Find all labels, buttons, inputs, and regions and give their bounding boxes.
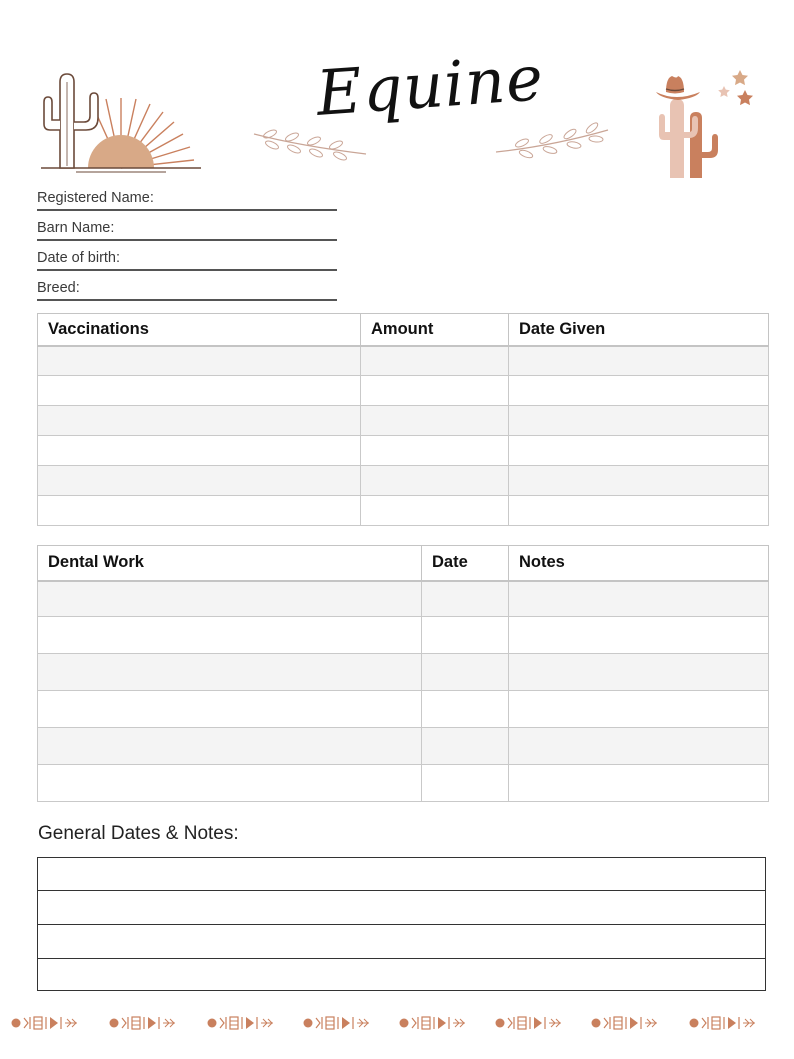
table-cell[interactable] [38, 765, 422, 802]
table-cell[interactable] [509, 436, 769, 466]
registered-name-field[interactable] [37, 189, 337, 211]
table-cell[interactable] [509, 765, 769, 802]
vaccinations-table [37, 313, 769, 526]
table-cell[interactable] [38, 617, 422, 654]
notes-line [38, 924, 765, 925]
table-cell[interactable] [422, 765, 509, 802]
table-cell[interactable] [509, 346, 769, 376]
table-cell[interactable] [38, 466, 361, 496]
table-row [38, 496, 769, 526]
table-cell[interactable] [509, 617, 769, 654]
table-cell[interactable] [361, 406, 509, 436]
table-cell[interactable] [422, 654, 509, 691]
laurel-branch-right-icon [492, 122, 612, 160]
registered-name-label: Registered Name: [37, 190, 154, 206]
breed-field[interactable] [37, 279, 337, 301]
table-cell[interactable] [361, 496, 509, 526]
table-cell[interactable] [38, 728, 422, 765]
table-cell[interactable] [38, 496, 361, 526]
notes-line [38, 958, 765, 959]
table-header-row [38, 546, 769, 581]
table-cell[interactable] [422, 581, 509, 617]
table-cell[interactable] [38, 406, 361, 436]
cactus-sun-icon [36, 68, 206, 176]
date-of-birth-field[interactable] [37, 249, 337, 271]
breed-label: Breed: [37, 280, 80, 296]
table-cell[interactable] [509, 376, 769, 406]
column-header-vaccinations: Vaccinations [38, 314, 361, 346]
table-cell[interactable] [509, 581, 769, 617]
table-cell[interactable] [422, 617, 509, 654]
column-header-date: Date [422, 546, 509, 581]
table-cell[interactable] [38, 691, 422, 728]
table-row [38, 765, 769, 802]
date-of-birth-label: Date of birth: [37, 250, 121, 266]
notes-line [38, 890, 765, 891]
table-header-row [38, 314, 769, 346]
decorative-border-pattern [0, 1008, 794, 1038]
table-cell[interactable] [361, 376, 509, 406]
table-cell[interactable] [509, 466, 769, 496]
column-header-dental-work: Dental Work [38, 546, 422, 581]
table-cell[interactable] [422, 691, 509, 728]
general-notes-box[interactable] [37, 857, 766, 991]
table-row [38, 691, 769, 728]
table-cell[interactable] [38, 654, 422, 691]
table-row [38, 728, 769, 765]
table-cell[interactable] [509, 654, 769, 691]
table-cell[interactable] [38, 346, 361, 376]
table-row [38, 406, 769, 436]
table-row [38, 376, 769, 406]
table-row [38, 617, 769, 654]
table-row [38, 466, 769, 496]
table-cell[interactable] [509, 496, 769, 526]
table-cell[interactable] [38, 581, 422, 617]
table-cell[interactable] [509, 406, 769, 436]
page-title: Equine [314, 40, 546, 130]
table-cell[interactable] [361, 436, 509, 466]
column-header-date-given: Date Given [509, 314, 769, 346]
table-cell[interactable] [361, 346, 509, 376]
table-cell[interactable] [361, 466, 509, 496]
general-notes-label: General Dates & Notes: [38, 823, 239, 844]
table-cell[interactable] [509, 728, 769, 765]
table-row [38, 346, 769, 376]
table-cell[interactable] [38, 436, 361, 466]
barn-name-label: Barn Name: [37, 220, 115, 236]
dental-work-table [37, 545, 769, 802]
barn-name-field[interactable] [37, 219, 337, 241]
table-cell[interactable] [509, 691, 769, 728]
table-row [38, 581, 769, 617]
cowboy-hat-cactus-icon [652, 66, 762, 182]
table-cell[interactable] [38, 376, 361, 406]
table-row [38, 654, 769, 691]
table-row [38, 436, 769, 466]
column-header-notes: Notes [509, 546, 769, 581]
table-cell[interactable] [422, 728, 509, 765]
column-header-amount: Amount [361, 314, 509, 346]
